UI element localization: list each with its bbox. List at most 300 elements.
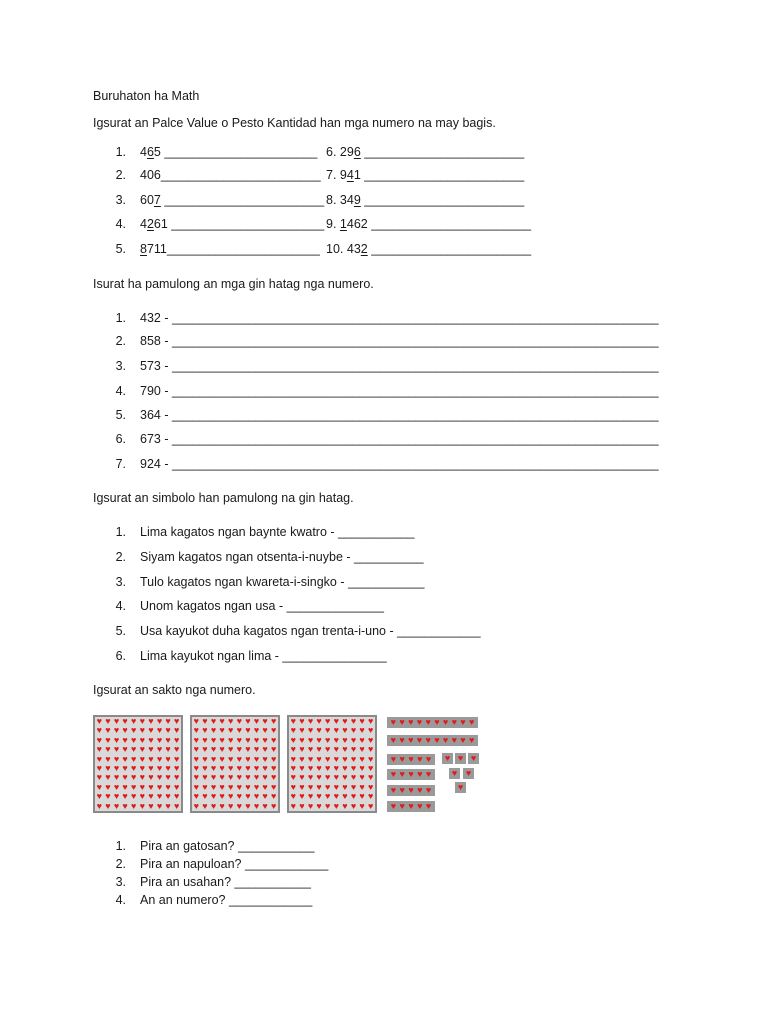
heart-icon: ♥ <box>174 800 180 811</box>
heart-icon: ♥ <box>333 791 339 802</box>
item-number: 1. <box>115 311 126 325</box>
words-item: 673 - ______________________________________________________________________ <box>140 432 659 446</box>
heart-icon: ♥ <box>174 772 180 783</box>
heart-icon: ♥ <box>165 781 171 792</box>
heart-icon: ♥ <box>333 781 339 792</box>
heart-icon: ♥ <box>307 716 314 726</box>
heart-icon: ♥ <box>425 735 431 745</box>
heart-icon: ♥ <box>202 734 208 745</box>
heart-icon: ♥ <box>368 772 374 783</box>
heart-icon: ♥ <box>368 753 374 764</box>
place-value-item: 465 ______________________ <box>140 145 318 159</box>
heart-icon: ♥ <box>210 734 217 745</box>
heart-icon: ♥ <box>165 725 171 736</box>
heart-icon: ♥ <box>174 762 180 773</box>
place-value-item: 4261 ______________________ <box>140 217 325 231</box>
heart-icon: ♥ <box>228 744 234 755</box>
heart-icon: ♥ <box>316 725 322 736</box>
heart-icon: ♥ <box>390 754 397 764</box>
item-number: 3. <box>115 359 126 373</box>
heart-icon: ♥ <box>408 785 414 795</box>
heart-icon: ♥ <box>271 800 277 811</box>
heart-icon: ♥ <box>131 734 137 745</box>
heart-icon: ♥ <box>451 768 458 778</box>
heart-icon: ♥ <box>299 753 305 764</box>
heart-icon: ♥ <box>148 725 154 736</box>
heart-icon: ♥ <box>245 753 251 764</box>
heart-icon: ♥ <box>105 781 111 792</box>
heart-icon: ♥ <box>236 762 242 773</box>
heart-icon: ♥ <box>174 725 180 736</box>
heart-icon: ♥ <box>156 744 163 755</box>
heart-icon: ♥ <box>105 734 111 745</box>
heart-icon: ♥ <box>368 734 374 745</box>
heart-icon: ♥ <box>350 781 357 792</box>
base-ten-blocks <box>93 715 493 815</box>
heart-icon: ♥ <box>236 716 242 726</box>
heart-icon: ♥ <box>96 800 102 811</box>
heart-icon: ♥ <box>299 734 305 745</box>
heart-icon: ♥ <box>174 744 180 755</box>
heart-icon: ♥ <box>193 800 199 811</box>
heart-icon: ♥ <box>299 762 305 773</box>
heart-icon: ♥ <box>219 716 225 726</box>
heart-icon: ♥ <box>228 753 234 764</box>
heart-icon: ♥ <box>290 800 296 811</box>
heart-icon: ♥ <box>139 781 145 792</box>
item-number: 4. <box>115 599 126 613</box>
item-number: 3. <box>115 875 126 889</box>
heart-icon: ♥ <box>417 785 423 795</box>
heart-icon: ♥ <box>442 735 449 745</box>
heart-icon: ♥ <box>131 800 137 811</box>
heart-icon: ♥ <box>350 791 357 802</box>
heart-icon: ♥ <box>193 744 199 755</box>
heart-icon: ♥ <box>236 791 242 802</box>
heart-icon: ♥ <box>307 762 314 773</box>
heart-icon: ♥ <box>325 716 331 726</box>
heart-icon: ♥ <box>122 800 128 811</box>
heart-icon: ♥ <box>399 769 405 779</box>
heart-icon: ♥ <box>245 725 251 736</box>
heart-icon: ♥ <box>290 791 296 802</box>
heart-icon: ♥ <box>350 716 357 726</box>
heart-icon: ♥ <box>262 772 268 783</box>
heart-icon: ♥ <box>425 801 432 811</box>
heart-icon: ♥ <box>210 753 217 764</box>
place-value-item: 406_______________________ <box>140 168 321 182</box>
words-item: 573 - ______________________________________________________________________ <box>140 359 659 373</box>
heart-icon: ♥ <box>236 800 242 811</box>
heart-icon: ♥ <box>122 725 128 736</box>
heart-icon: ♥ <box>148 762 154 773</box>
heart-icon: ♥ <box>96 762 102 773</box>
heart-icon: ♥ <box>253 772 260 783</box>
heart-icon: ♥ <box>253 716 260 726</box>
heart-icon: ♥ <box>408 769 414 779</box>
heart-icon: ♥ <box>131 781 137 792</box>
heart-icon: ♥ <box>359 772 365 783</box>
heart-icon: ♥ <box>245 772 251 783</box>
heart-icon: ♥ <box>333 716 339 726</box>
heart-icon: ♥ <box>228 800 234 811</box>
heart-icon: ♥ <box>350 725 357 736</box>
heart-icon: ♥ <box>131 716 137 726</box>
heart-icon: ♥ <box>96 716 102 726</box>
heart-icon: ♥ <box>202 781 208 792</box>
heart-icon: ♥ <box>390 769 397 779</box>
heart-icon: ♥ <box>299 781 305 792</box>
heart-icon: ♥ <box>105 772 111 783</box>
heart-icon: ♥ <box>342 772 348 783</box>
heart-icon: ♥ <box>316 800 322 811</box>
heart-icon: ♥ <box>202 791 208 802</box>
heart-icon: ♥ <box>325 781 331 792</box>
item-number: 2. <box>115 550 126 564</box>
heart-icon: ♥ <box>210 781 217 792</box>
symbol-item: Lima kagatos ngan baynte kwatro - ___________ <box>140 525 415 539</box>
place-value-item: 7. 941 _______________________ <box>326 168 525 182</box>
question-item: An an numero? ____________ <box>140 893 313 907</box>
heart-icon: ♥ <box>350 772 357 783</box>
heart-icon: ♥ <box>307 734 314 745</box>
question-item: Pira an usahan? ___________ <box>140 875 311 889</box>
heart-icon: ♥ <box>271 762 277 773</box>
heart-icon: ♥ <box>139 734 145 745</box>
heart-icon: ♥ <box>408 717 414 727</box>
heart-icon: ♥ <box>122 744 128 755</box>
heart-icon: ♥ <box>253 781 260 792</box>
heart-icon: ♥ <box>316 716 322 726</box>
heart-icon: ♥ <box>307 800 314 811</box>
hundred-block <box>287 715 377 813</box>
heart-icon: ♥ <box>333 753 339 764</box>
place-value-item: 8711______________________ <box>140 242 320 256</box>
one-block <box>449 768 460 779</box>
heart-icon: ♥ <box>425 717 431 727</box>
words-item: 364 - ______________________________________________________________________ <box>140 408 659 422</box>
heart-icon: ♥ <box>156 716 163 726</box>
heart-icon: ♥ <box>236 772 242 783</box>
heart-icon: ♥ <box>399 801 405 811</box>
heart-icon: ♥ <box>390 735 397 745</box>
heart-icon: ♥ <box>325 753 331 764</box>
heart-icon: ♥ <box>316 762 322 773</box>
heart-icon: ♥ <box>359 734 365 745</box>
ten-block <box>387 717 478 728</box>
heart-icon: ♥ <box>253 800 260 811</box>
heart-icon: ♥ <box>105 716 111 726</box>
one-block <box>468 753 479 764</box>
item-number: 6. <box>115 649 126 663</box>
place-value-item: 8. 349 _______________________ <box>326 193 525 207</box>
heart-icon: ♥ <box>202 753 208 764</box>
heart-icon: ♥ <box>236 725 242 736</box>
heart-icon: ♥ <box>236 744 242 755</box>
heart-icon: ♥ <box>307 791 314 802</box>
heart-icon: ♥ <box>299 725 305 736</box>
heart-icon: ♥ <box>299 800 305 811</box>
heart-icon: ♥ <box>202 725 208 736</box>
one-block <box>463 768 474 779</box>
heart-icon: ♥ <box>219 781 225 792</box>
heart-icon: ♥ <box>219 772 225 783</box>
heart-icon: ♥ <box>262 725 268 736</box>
heart-icon: ♥ <box>350 800 357 811</box>
heart-icon: ♥ <box>148 800 154 811</box>
heart-icon: ♥ <box>342 744 348 755</box>
item-number: 1. <box>115 145 126 159</box>
item-number: 2. <box>115 168 126 182</box>
heart-icon: ♥ <box>299 772 305 783</box>
heart-icon: ♥ <box>368 781 374 792</box>
heart-icon: ♥ <box>219 744 225 755</box>
heart-icon: ♥ <box>359 744 365 755</box>
item-number: 6. <box>115 432 126 446</box>
heart-icon: ♥ <box>228 734 234 745</box>
item-number: 3. <box>115 193 126 207</box>
symbol-item: Siyam kagatos ngan otsenta-i-nuybe - __________ <box>140 550 424 564</box>
heart-icon: ♥ <box>165 716 171 726</box>
heart-icon: ♥ <box>350 762 357 773</box>
heart-icon: ♥ <box>271 734 277 745</box>
heart-icon: ♥ <box>342 753 348 764</box>
item-number: 3. <box>115 575 126 589</box>
place-value-item: 6. 296 _______________________ <box>326 145 525 159</box>
heart-icon: ♥ <box>417 754 423 764</box>
heart-icon: ♥ <box>333 762 339 773</box>
heart-icon: ♥ <box>262 791 268 802</box>
item-number: 1. <box>115 525 126 539</box>
heart-icon: ♥ <box>359 753 365 764</box>
heart-icon: ♥ <box>465 768 472 778</box>
heart-icon: ♥ <box>416 717 423 727</box>
heart-icon: ♥ <box>307 753 314 764</box>
item-number: 7. <box>115 457 126 471</box>
heart-icon: ♥ <box>219 753 225 764</box>
heart-icon: ♥ <box>316 781 322 792</box>
heart-icon: ♥ <box>236 781 242 792</box>
heart-icon: ♥ <box>307 781 314 792</box>
heart-icon: ♥ <box>96 781 102 792</box>
heart-icon: ♥ <box>165 772 171 783</box>
ten-block <box>387 735 478 746</box>
heart-icon: ♥ <box>290 753 296 764</box>
heart-icon: ♥ <box>139 744 145 755</box>
symbol-item: Lima kayukot ngan lima - _______________ <box>140 649 387 663</box>
heart-icon: ♥ <box>245 800 251 811</box>
heart-icon: ♥ <box>469 735 475 745</box>
heart-icon: ♥ <box>156 772 163 783</box>
heart-icon: ♥ <box>139 762 145 773</box>
heart-icon: ♥ <box>131 744 137 755</box>
heart-icon: ♥ <box>122 716 128 726</box>
heart-icon: ♥ <box>253 744 260 755</box>
heart-icon: ♥ <box>148 791 154 802</box>
symbol-item: Unom kagatos ngan usa - ______________ <box>140 599 384 613</box>
heart-icon: ♥ <box>359 725 365 736</box>
item-number: 4. <box>115 384 126 398</box>
heart-icon: ♥ <box>148 716 154 726</box>
heart-icon: ♥ <box>390 717 397 727</box>
heart-icon: ♥ <box>417 769 423 779</box>
heart-icon: ♥ <box>165 800 171 811</box>
heart-icon: ♥ <box>156 791 163 802</box>
heart-icon: ♥ <box>131 762 137 773</box>
heart-icon: ♥ <box>290 725 296 736</box>
heart-icon: ♥ <box>236 734 242 745</box>
words-item: 924 - ______________________________________________________________________ <box>140 457 659 471</box>
heart-icon: ♥ <box>399 785 405 795</box>
heart-icon: ♥ <box>271 725 277 736</box>
heart-icon: ♥ <box>131 772 137 783</box>
item-number: 1. <box>115 839 126 853</box>
heart-icon: ♥ <box>105 725 111 736</box>
heart-icon: ♥ <box>228 791 234 802</box>
heart-icon: ♥ <box>290 744 296 755</box>
heart-icon: ♥ <box>342 800 348 811</box>
worksheet-title: Buruhaton ha Math <box>93 89 200 103</box>
heart-icon: ♥ <box>96 744 102 755</box>
heart-icon: ♥ <box>202 762 208 773</box>
heart-icon: ♥ <box>193 791 199 802</box>
heart-icon: ♥ <box>210 725 217 736</box>
heart-icon: ♥ <box>148 734 154 745</box>
heart-icon: ♥ <box>342 734 348 745</box>
heart-icon: ♥ <box>202 800 208 811</box>
heart-icon: ♥ <box>113 734 120 745</box>
heart-icon: ♥ <box>325 744 331 755</box>
heart-icon: ♥ <box>316 772 322 783</box>
heart-icon: ♥ <box>368 762 374 773</box>
symbol-item: Tulo kagatos ngan kwareta-i-singko - ___________ <box>140 575 425 589</box>
heart-icon: ♥ <box>368 800 374 811</box>
heart-icon: ♥ <box>174 734 180 745</box>
heart-icon: ♥ <box>202 716 208 726</box>
heart-icon: ♥ <box>390 801 397 811</box>
heart-icon: ♥ <box>350 734 357 745</box>
heart-icon: ♥ <box>105 800 111 811</box>
heart-icon: ♥ <box>399 754 405 764</box>
heart-icon: ♥ <box>113 753 120 764</box>
heart-icon: ♥ <box>193 734 199 745</box>
heart-icon: ♥ <box>210 800 217 811</box>
heart-icon: ♥ <box>193 716 199 726</box>
heart-icon: ♥ <box>425 785 432 795</box>
heart-icon: ♥ <box>122 781 128 792</box>
heart-icon: ♥ <box>316 753 322 764</box>
heart-icon: ♥ <box>228 716 234 726</box>
heart-icon: ♥ <box>131 791 137 802</box>
place-value-item: 10. 432 _______________________ <box>326 242 532 256</box>
place-value-item: 607 _______________________ <box>140 193 325 207</box>
heart-icon: ♥ <box>316 791 322 802</box>
item-number: 5. <box>115 242 126 256</box>
heart-icon: ♥ <box>174 781 180 792</box>
heart-icon: ♥ <box>210 772 217 783</box>
heart-icon: ♥ <box>253 734 260 745</box>
heart-icon: ♥ <box>425 754 432 764</box>
symbol-item: Usa kayukot duha kagatos ngan trenta-i-uno - ____________ <box>140 624 481 638</box>
heart-icon: ♥ <box>245 791 251 802</box>
heart-icon: ♥ <box>262 781 268 792</box>
section2-instruction: Isurat ha pamulong an mga gin hatag nga numero. <box>93 277 374 291</box>
heart-icon: ♥ <box>156 800 163 811</box>
heart-icon: ♥ <box>228 781 234 792</box>
heart-icon: ♥ <box>156 725 163 736</box>
heart-icon: ♥ <box>359 716 365 726</box>
heart-icon: ♥ <box>253 762 260 773</box>
heart-icon: ♥ <box>236 753 242 764</box>
heart-icon: ♥ <box>122 762 128 773</box>
heart-icon: ♥ <box>228 725 234 736</box>
heart-icon: ♥ <box>228 772 234 783</box>
heart-icon: ♥ <box>460 735 466 745</box>
heart-icon: ♥ <box>299 744 305 755</box>
heart-icon: ♥ <box>299 716 305 726</box>
one-block <box>455 782 466 793</box>
heart-icon: ♥ <box>122 772 128 783</box>
heart-icon: ♥ <box>131 753 137 764</box>
heart-icon: ♥ <box>96 753 102 764</box>
heart-icon: ♥ <box>219 762 225 773</box>
heart-icon: ♥ <box>342 716 348 726</box>
heart-icon: ♥ <box>245 744 251 755</box>
words-item: 790 - ______________________________________________________________________ <box>140 384 659 398</box>
heart-icon: ♥ <box>434 735 440 745</box>
heart-icon: ♥ <box>333 772 339 783</box>
heart-icon: ♥ <box>156 781 163 792</box>
heart-icon: ♥ <box>399 717 405 727</box>
heart-icon: ♥ <box>148 772 154 783</box>
heart-icon: ♥ <box>113 725 120 736</box>
ten-block <box>387 801 435 812</box>
heart-icon: ♥ <box>350 744 357 755</box>
heart-icon: ♥ <box>460 717 466 727</box>
heart-icon: ♥ <box>290 772 296 783</box>
heart-icon: ♥ <box>139 753 145 764</box>
ten-block <box>387 785 435 796</box>
hundred-block <box>93 715 183 813</box>
question-item: Pira an gatosan? ___________ <box>140 839 315 853</box>
heart-icon: ♥ <box>307 772 314 783</box>
heart-icon: ♥ <box>425 769 432 779</box>
heart-icon: ♥ <box>316 734 322 745</box>
heart-icon: ♥ <box>174 716 180 726</box>
heart-icon: ♥ <box>193 781 199 792</box>
heart-icon: ♥ <box>113 772 120 783</box>
heart-icon: ♥ <box>271 772 277 783</box>
heart-icon: ♥ <box>451 717 457 727</box>
heart-icon: ♥ <box>359 781 365 792</box>
heart-icon: ♥ <box>333 734 339 745</box>
heart-icon: ♥ <box>444 753 451 763</box>
heart-icon: ♥ <box>299 791 305 802</box>
heart-icon: ♥ <box>325 772 331 783</box>
hundred-grid <box>192 717 278 811</box>
heart-icon: ♥ <box>271 753 277 764</box>
heart-icon: ♥ <box>253 725 260 736</box>
heart-icon: ♥ <box>219 800 225 811</box>
heart-icon: ♥ <box>193 753 199 764</box>
heart-icon: ♥ <box>271 716 277 726</box>
ten-block <box>387 754 435 765</box>
heart-icon: ♥ <box>457 782 464 792</box>
heart-icon: ♥ <box>245 734 251 745</box>
heart-icon: ♥ <box>148 744 154 755</box>
heart-icon: ♥ <box>122 753 128 764</box>
heart-icon: ♥ <box>359 800 365 811</box>
